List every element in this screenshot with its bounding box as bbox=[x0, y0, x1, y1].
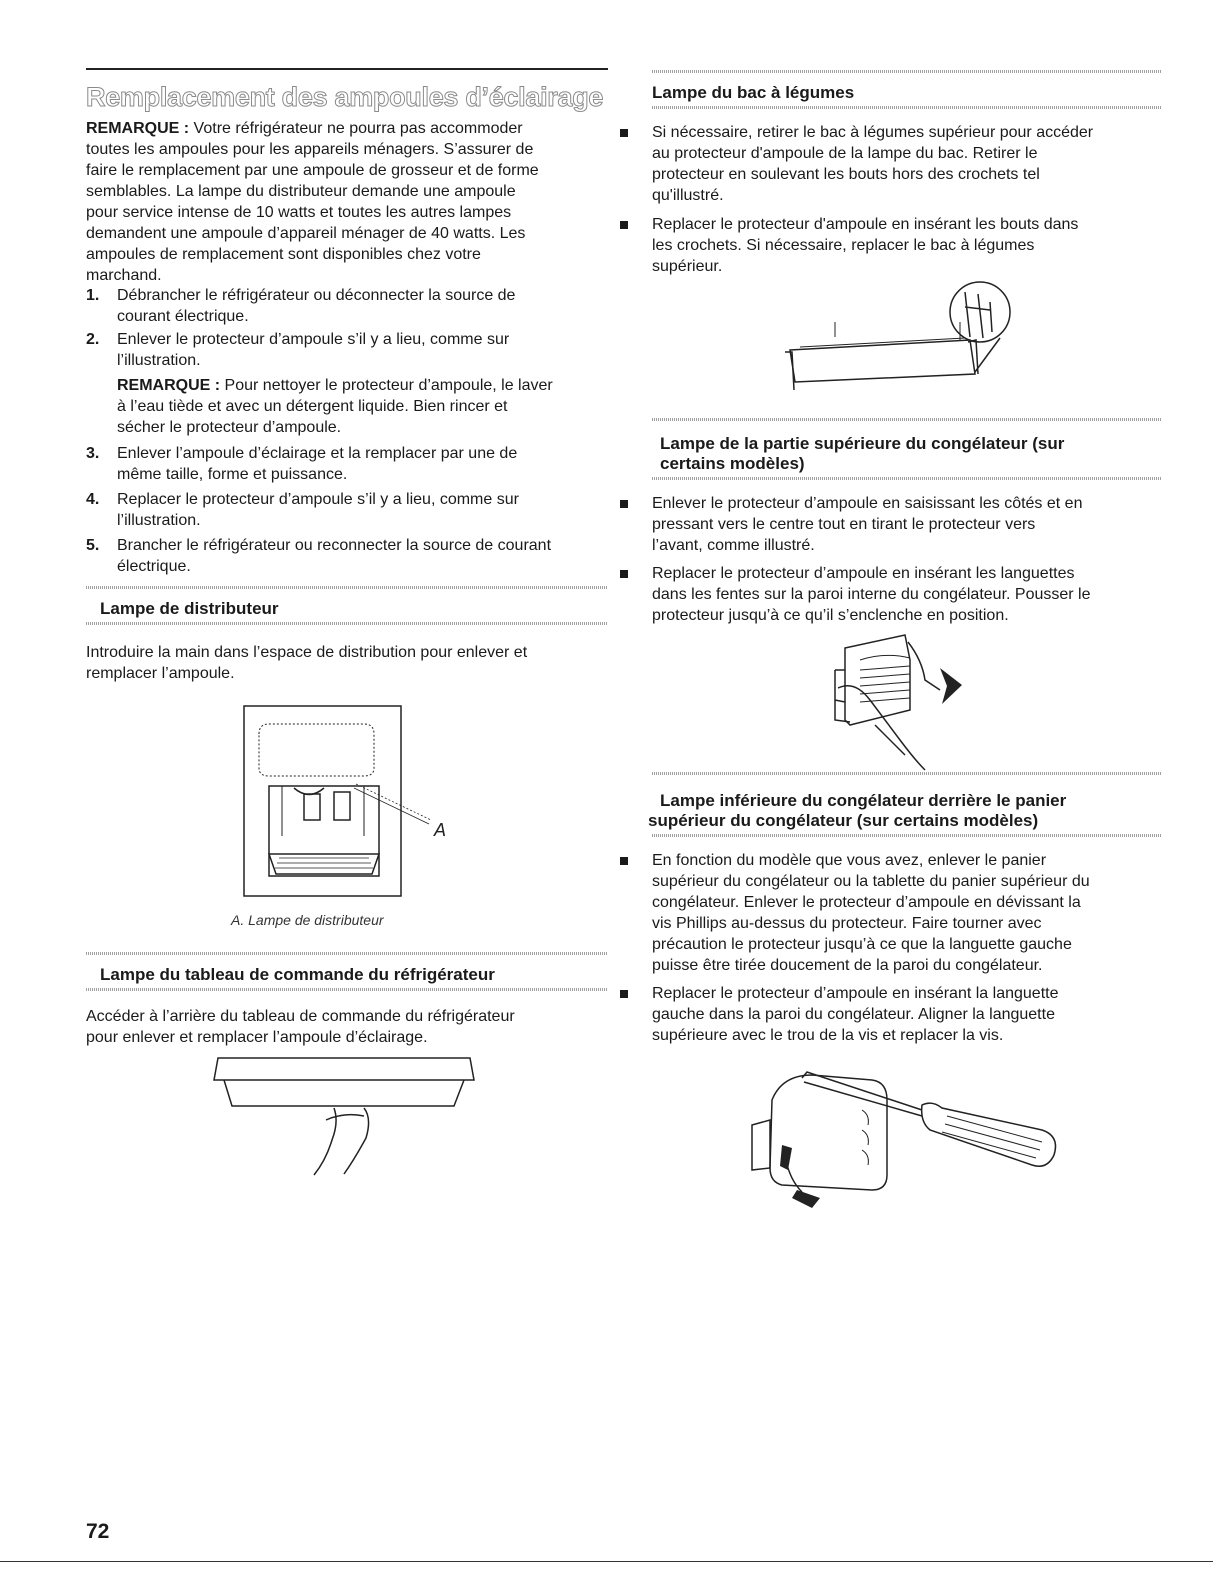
bottom-rule bbox=[0, 1561, 1213, 1562]
intro-line-2: faire le remplacement par une ampoule de grosseur et de forme bbox=[86, 162, 539, 179]
step-2-note-text: Pour nettoyer le protecteur d’ampoule, le laver bbox=[220, 377, 553, 394]
crisper-illustration bbox=[780, 282, 1020, 392]
upper-freezer-b1-line-1: pressant vers le centre tout en tirant le protecteur vers bbox=[652, 516, 1036, 533]
divider-dotted bbox=[86, 622, 608, 625]
upper-freezer-heading-1: certains modèles) bbox=[660, 454, 805, 473]
divider-dotted bbox=[652, 834, 1162, 837]
arrow-icon bbox=[940, 668, 962, 704]
intro-line-3: semblables. La lampe du distributeur demande une ampoule bbox=[86, 183, 516, 200]
control-panel-line-0: Accéder à l’arrière du tableau de commande du réfrigérateur bbox=[86, 1008, 515, 1025]
lower-freezer-b1-line-2: congélateur. Enlever le protecteur d’ampoule en dévissant la bbox=[652, 894, 1081, 911]
step-4-line-0: Replacer le protecteur d’ampoule s’il y a lieu, comme sur bbox=[117, 491, 519, 508]
callout-a-label: A bbox=[434, 820, 447, 840]
lower-freezer-b1-line-5: puisse être tirée doucement de la paroi du congélateur. bbox=[652, 957, 1043, 974]
intro-line-5: demandent une ampoule d’appareil ménager de 40 watts. Les bbox=[86, 225, 526, 242]
divider-dotted bbox=[652, 772, 1162, 775]
crisper-b1-line-2: protecteur en soulevant les bouts hors des crochets tel bbox=[652, 166, 1040, 183]
upper-freezer-heading-0: Lampe de la partie supérieure du congélateur (sur bbox=[660, 434, 1065, 453]
upper-freezer-b2-line-1: dans les fentes sur la paroi interne du congélateur. Pousser le bbox=[652, 586, 1091, 603]
control-panel-illustration bbox=[214, 1050, 484, 1180]
divider-dotted bbox=[652, 70, 1162, 73]
divider-dotted bbox=[652, 477, 1162, 480]
lower-freezer-b1-line-3: vis Phillips au-dessus du protecteur. Faire tourner avec bbox=[652, 915, 1042, 932]
step-2-line-0: Enlever le protecteur d’ampoule s’il y a lieu, comme sur bbox=[117, 331, 510, 348]
dispenser-line-1: remplacer l’ampoule. bbox=[86, 665, 235, 682]
step-5-number: 5. bbox=[86, 537, 100, 554]
bullet-marker bbox=[620, 129, 628, 137]
page-title: Remplacement des ampoules d’éclairage bbox=[86, 82, 604, 112]
control-panel-line-1: pour enlever et remplacer l’ampoule d’éclairage. bbox=[86, 1029, 428, 1046]
upper-freezer-b2-line-2: protecteur jusqu’à ce qu’il s’enclenche en position. bbox=[652, 607, 1009, 624]
step-1-line-0: Débrancher le réfrigérateur ou déconnecter la source de bbox=[117, 287, 516, 304]
divider-dotted bbox=[652, 106, 1162, 109]
step-2-line-1: l’illustration. bbox=[117, 352, 201, 369]
step-2-note-label: REMARQUE : bbox=[117, 377, 221, 394]
crisper-b1-line-1: au protecteur d'ampoule de la lampe du bac. Retirer le bbox=[652, 145, 1038, 162]
crisper-b2-line-1: les crochets. Si nécessaire, replacer le bac à légumes bbox=[652, 237, 1035, 254]
upper-freezer-b1-line-0: Enlever le protecteur d’ampoule en saisissant les côtés et en bbox=[652, 495, 1083, 512]
crisper-b2-line-0: Replacer le protecteur d'ampoule en insérant les bouts dans bbox=[652, 216, 1079, 233]
step-2-number: 2. bbox=[86, 331, 100, 348]
upper-freezer-b2-line-0: Replacer le protecteur d’ampoule en insérant les languettes bbox=[652, 565, 1075, 582]
intro-line-1: toutes les ampoules pour les appareils ménagers. S’assurer de bbox=[86, 141, 534, 158]
intro-line-6: ampoules de remplacement sont disponibles chez votre bbox=[86, 246, 481, 263]
step-4-number: 4. bbox=[86, 491, 100, 508]
lower-freezer-heading-1: supérieur du congélateur (sur certains modèles) bbox=[648, 811, 1039, 830]
control-panel-heading: Lampe du tableau de commande du réfrigérateur bbox=[100, 965, 495, 984]
intro-text: Votre réfrigérateur ne pourra pas accommoder bbox=[189, 120, 523, 137]
divider-dotted bbox=[86, 586, 608, 589]
lower-freezer-b1-line-0: En fonction du modèle que vous avez, enlever le panier bbox=[652, 852, 1047, 869]
crisper-b1-line-0: Si nécessaire, retirer le bac à légumes supérieur pour accéder bbox=[652, 124, 1094, 141]
dispenser-caption: A. Lampe de distributeur bbox=[231, 912, 384, 928]
dispenser-illustration bbox=[244, 706, 544, 906]
bullet-marker bbox=[620, 500, 628, 508]
lower-freezer-b2-line-1: gauche dans la paroi du congélateur. Aligner la languette bbox=[652, 1006, 1055, 1023]
lower-freezer-illustration bbox=[742, 1050, 1072, 1220]
step-2-note-line-0 bbox=[117, 375, 553, 396]
bullet-marker bbox=[620, 857, 628, 865]
divider-dotted bbox=[652, 418, 1162, 421]
crisper-heading: Lampe du bac à légumes bbox=[652, 83, 855, 102]
step-1-number: 1. bbox=[86, 287, 100, 304]
step-2-note-line-1: à l’eau tiède et avec un détergent liquide. Bien rincer et bbox=[117, 398, 508, 415]
dispenser-line-0: Introduire la main dans l’espace de distribution pour enlever et bbox=[86, 644, 528, 661]
bullet-marker bbox=[620, 570, 628, 578]
step-3-line-1: même taille, forme et puissance. bbox=[117, 466, 348, 483]
lower-freezer-heading-0: Lampe inférieure du congélateur derrière le panier bbox=[660, 791, 1067, 810]
step-1-line-1: courant électrique. bbox=[117, 308, 249, 325]
top-rule bbox=[86, 68, 608, 70]
arrow-icon bbox=[792, 1190, 820, 1208]
intro-line-4: pour service intense de 10 watts et toutes les autres lampes bbox=[86, 204, 512, 221]
page-number: 72 bbox=[86, 1520, 110, 1543]
bullet-marker bbox=[620, 221, 628, 229]
step-5-line-0: Brancher le réfrigérateur ou reconnecter la source de courant bbox=[117, 537, 552, 554]
lower-freezer-b1-line-4: précaution le protecteur jusqu’à ce que la languette gauche bbox=[652, 936, 1072, 953]
lower-freezer-b2-line-0: Replacer le protecteur d’ampoule en insérant la languette bbox=[652, 985, 1059, 1002]
intro-remark-label: REMARQUE : bbox=[86, 120, 190, 137]
lower-freezer-b1-line-1: supérieur du congélateur ou la tablette du panier supérieur du bbox=[652, 873, 1090, 890]
step-2-note-line-2: sécher le protecteur d’ampoule. bbox=[117, 419, 342, 436]
step-3-number: 3. bbox=[86, 445, 100, 462]
upper-freezer-illustration bbox=[830, 630, 980, 780]
divider-dotted bbox=[86, 952, 608, 955]
upper-freezer-b1-line-2: l’avant, comme illustré. bbox=[652, 537, 815, 554]
intro-line-0 bbox=[86, 118, 608, 139]
bullet-marker bbox=[620, 990, 628, 998]
divider-dotted bbox=[86, 988, 608, 991]
lower-freezer-b2-line-2: supérieure avec le trou de la vis et replacer la vis. bbox=[652, 1027, 1004, 1044]
step-5-line-1: électrique. bbox=[117, 558, 191, 575]
intro-line-7: marchand. bbox=[86, 267, 162, 284]
crisper-b1-line-3: qu'illustré. bbox=[652, 187, 724, 204]
step-4-line-1: l’illustration. bbox=[117, 512, 201, 529]
dispenser-heading: Lampe de distributeur bbox=[100, 599, 279, 618]
arrow-icon bbox=[780, 1145, 792, 1170]
step-3-line-0: Enlever l’ampoule d’éclairage et la remplacer par une de bbox=[117, 445, 518, 462]
crisper-b2-line-2: supérieur. bbox=[652, 258, 723, 275]
